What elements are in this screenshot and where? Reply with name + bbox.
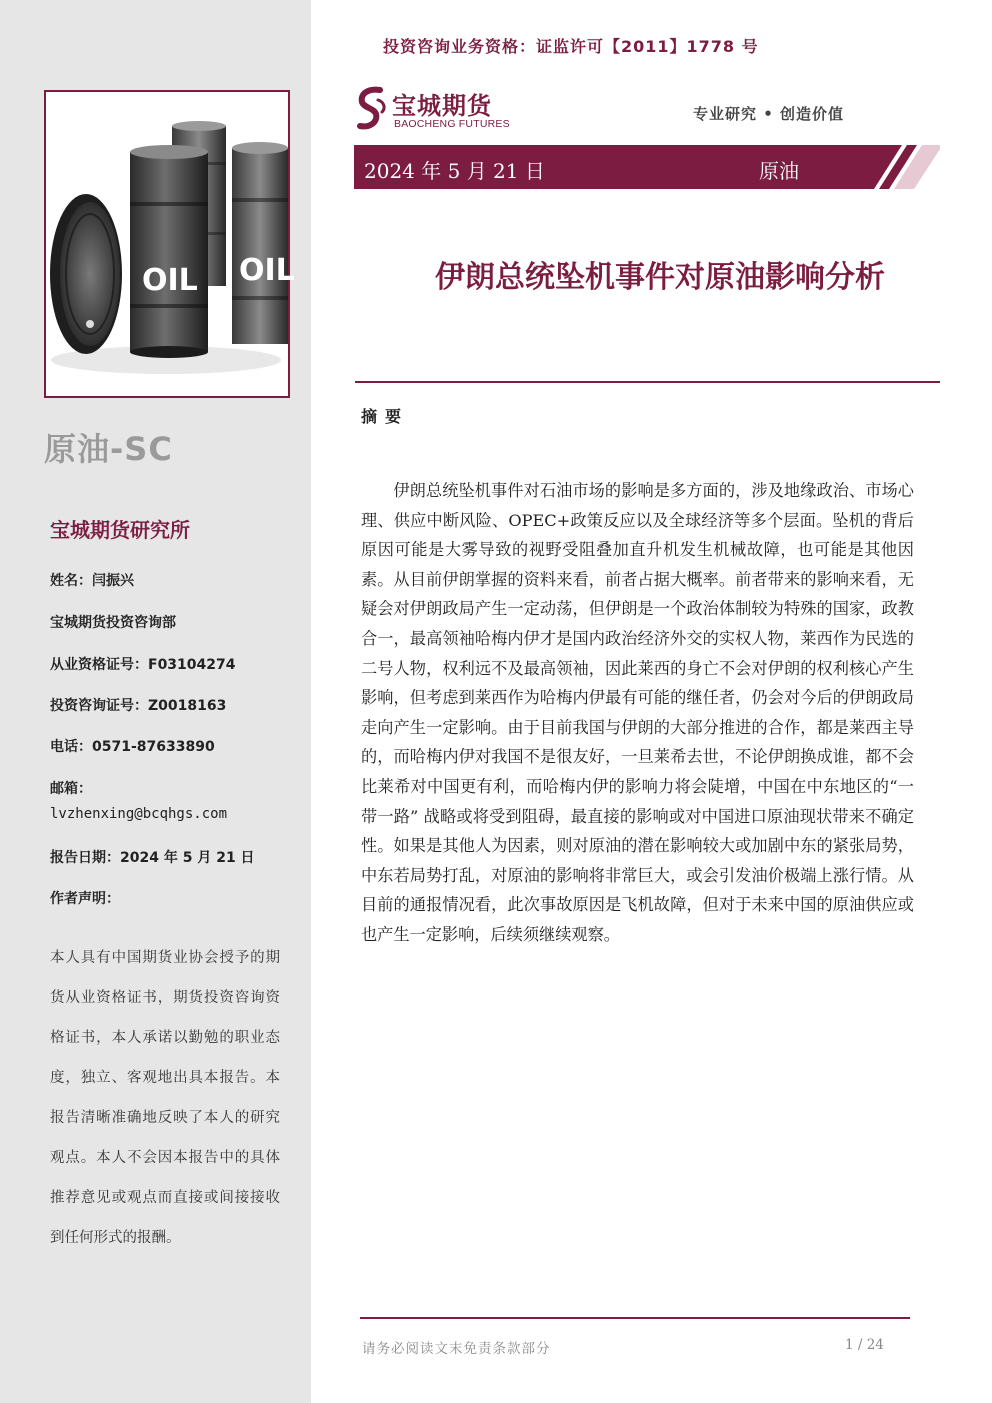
consult-number: 投资咨询证号：Z0018163 [50, 698, 227, 714]
author-statement [50, 938, 280, 1258]
abstract-body: 伊朗总统坠机事件对石油市场的影响是多方面的，涉及地缘政治、市场心理、供应中断风险、OPEC+政策反应以及全球经济等多个层面。坠机的背后原因可能是大雾导致的视野受阻叠加直升机发生机械故障，也可能是其他因素。从目前伊朗掌握的资料来看，前者占据大概率。前者带来的影响来看，无疑会对伊朗政局产生一定动荡，但伊朗是一个政治体制较为特殊的国家，政教合一，最高领袖哈梅内伊才是国内政治经济外交的实权人物，莱西作为民选的二号人物，权利远不及最高领袖，因此莱西的身亡不会对伊朗的权利核心产生影响，但考虑到莱西作为哈梅内伊最有可能的继任者，仍会对今后的伊朗政局走向产生一定影响。由于目前我国与伊朗的大部分推进的合作，都是莱西主导的，而哈梅内伊对我国不是很友好，一旦莱希去世，不论伊朗换成谁，都不会比莱希对中国更有利，而哈梅内伊的影响力将会陡增，中国在中东地区的“一带一路” 战略或将受到阻碍，最直接的影响或对中国进口原油现状带来不确定性。如果是其他人为因素，则对原油的潜在影响较大或加剧中东的紧张局势，中东若局势打乱，对原油的影响将非常巨大，或会引发油价极端上涨行情。从目前的通报情况看，此次事故原因是飞机故障，但对于未来中国的原油供应或也产生一定影响，后续须继续观察。 [361, 481, 914, 944]
license-number: 从业资格证号：F03104274 [50, 657, 236, 673]
email-link[interactable]: lvzhenxing@bcqhgs.com [50, 806, 228, 822]
disclaimer-note: 请务必阅读文末免责条款部分 [362, 1341, 551, 1357]
logo-chinese: 宝城期货 [392, 92, 492, 120]
license-line: 投资咨询业务资格：证监许可【2011】1778 号 [383, 37, 759, 56]
abstract-heading: 摘要 [361, 407, 410, 426]
analyst-name: 姓名：闫振兴 [50, 573, 134, 589]
statement-label: 作者声明： [50, 891, 120, 907]
sidebar [0, 0, 311, 1403]
department: 宝城期货投资咨询部 [50, 615, 176, 631]
title-divider [355, 381, 940, 383]
author-statement-text: 本人具有中国期货业协会授予的期货从业资格证书，期货投资咨询资格证书，本人承诺以勤勉的职业态度，独立、客观地出具本报告。本报告清晰准确地反映了本人的研究观点。本人不会因本报告中的具体推荐意见或观点而直接或间接接收到任何形式的报酬。 [50, 950, 280, 1246]
institute-name: 宝城期货研究所 [50, 518, 190, 542]
slogan: 专业研究 • 创造价值 [693, 105, 845, 123]
logo-mark-icon [354, 86, 390, 130]
cover-image [44, 90, 295, 398]
report-date-banner: 2024 年 5 月 21 日 [364, 159, 545, 183]
date-banner [354, 145, 940, 189]
report-date: 报告日期：2024 年 5 月 21 日 [50, 850, 255, 866]
page-number: 1 / 24 [845, 1337, 884, 1353]
barrel-label-right: OIL [239, 253, 295, 288]
oil-barrels-illustration [46, 92, 295, 396]
barrel-label-center: OIL [142, 263, 198, 298]
email-label: 邮箱： [50, 781, 92, 797]
logo-english: BAOCHENG FUTURES [394, 118, 510, 130]
report-title: 伊朗总统坠机事件对原油影响分析 [435, 260, 885, 295]
category-label: 原油 [759, 159, 799, 183]
company-logo[interactable] [354, 86, 524, 132]
phone: 电话：0571-87633890 [50, 739, 215, 755]
product-name: 原油-SC [44, 430, 173, 468]
footer-divider [360, 1317, 910, 1319]
